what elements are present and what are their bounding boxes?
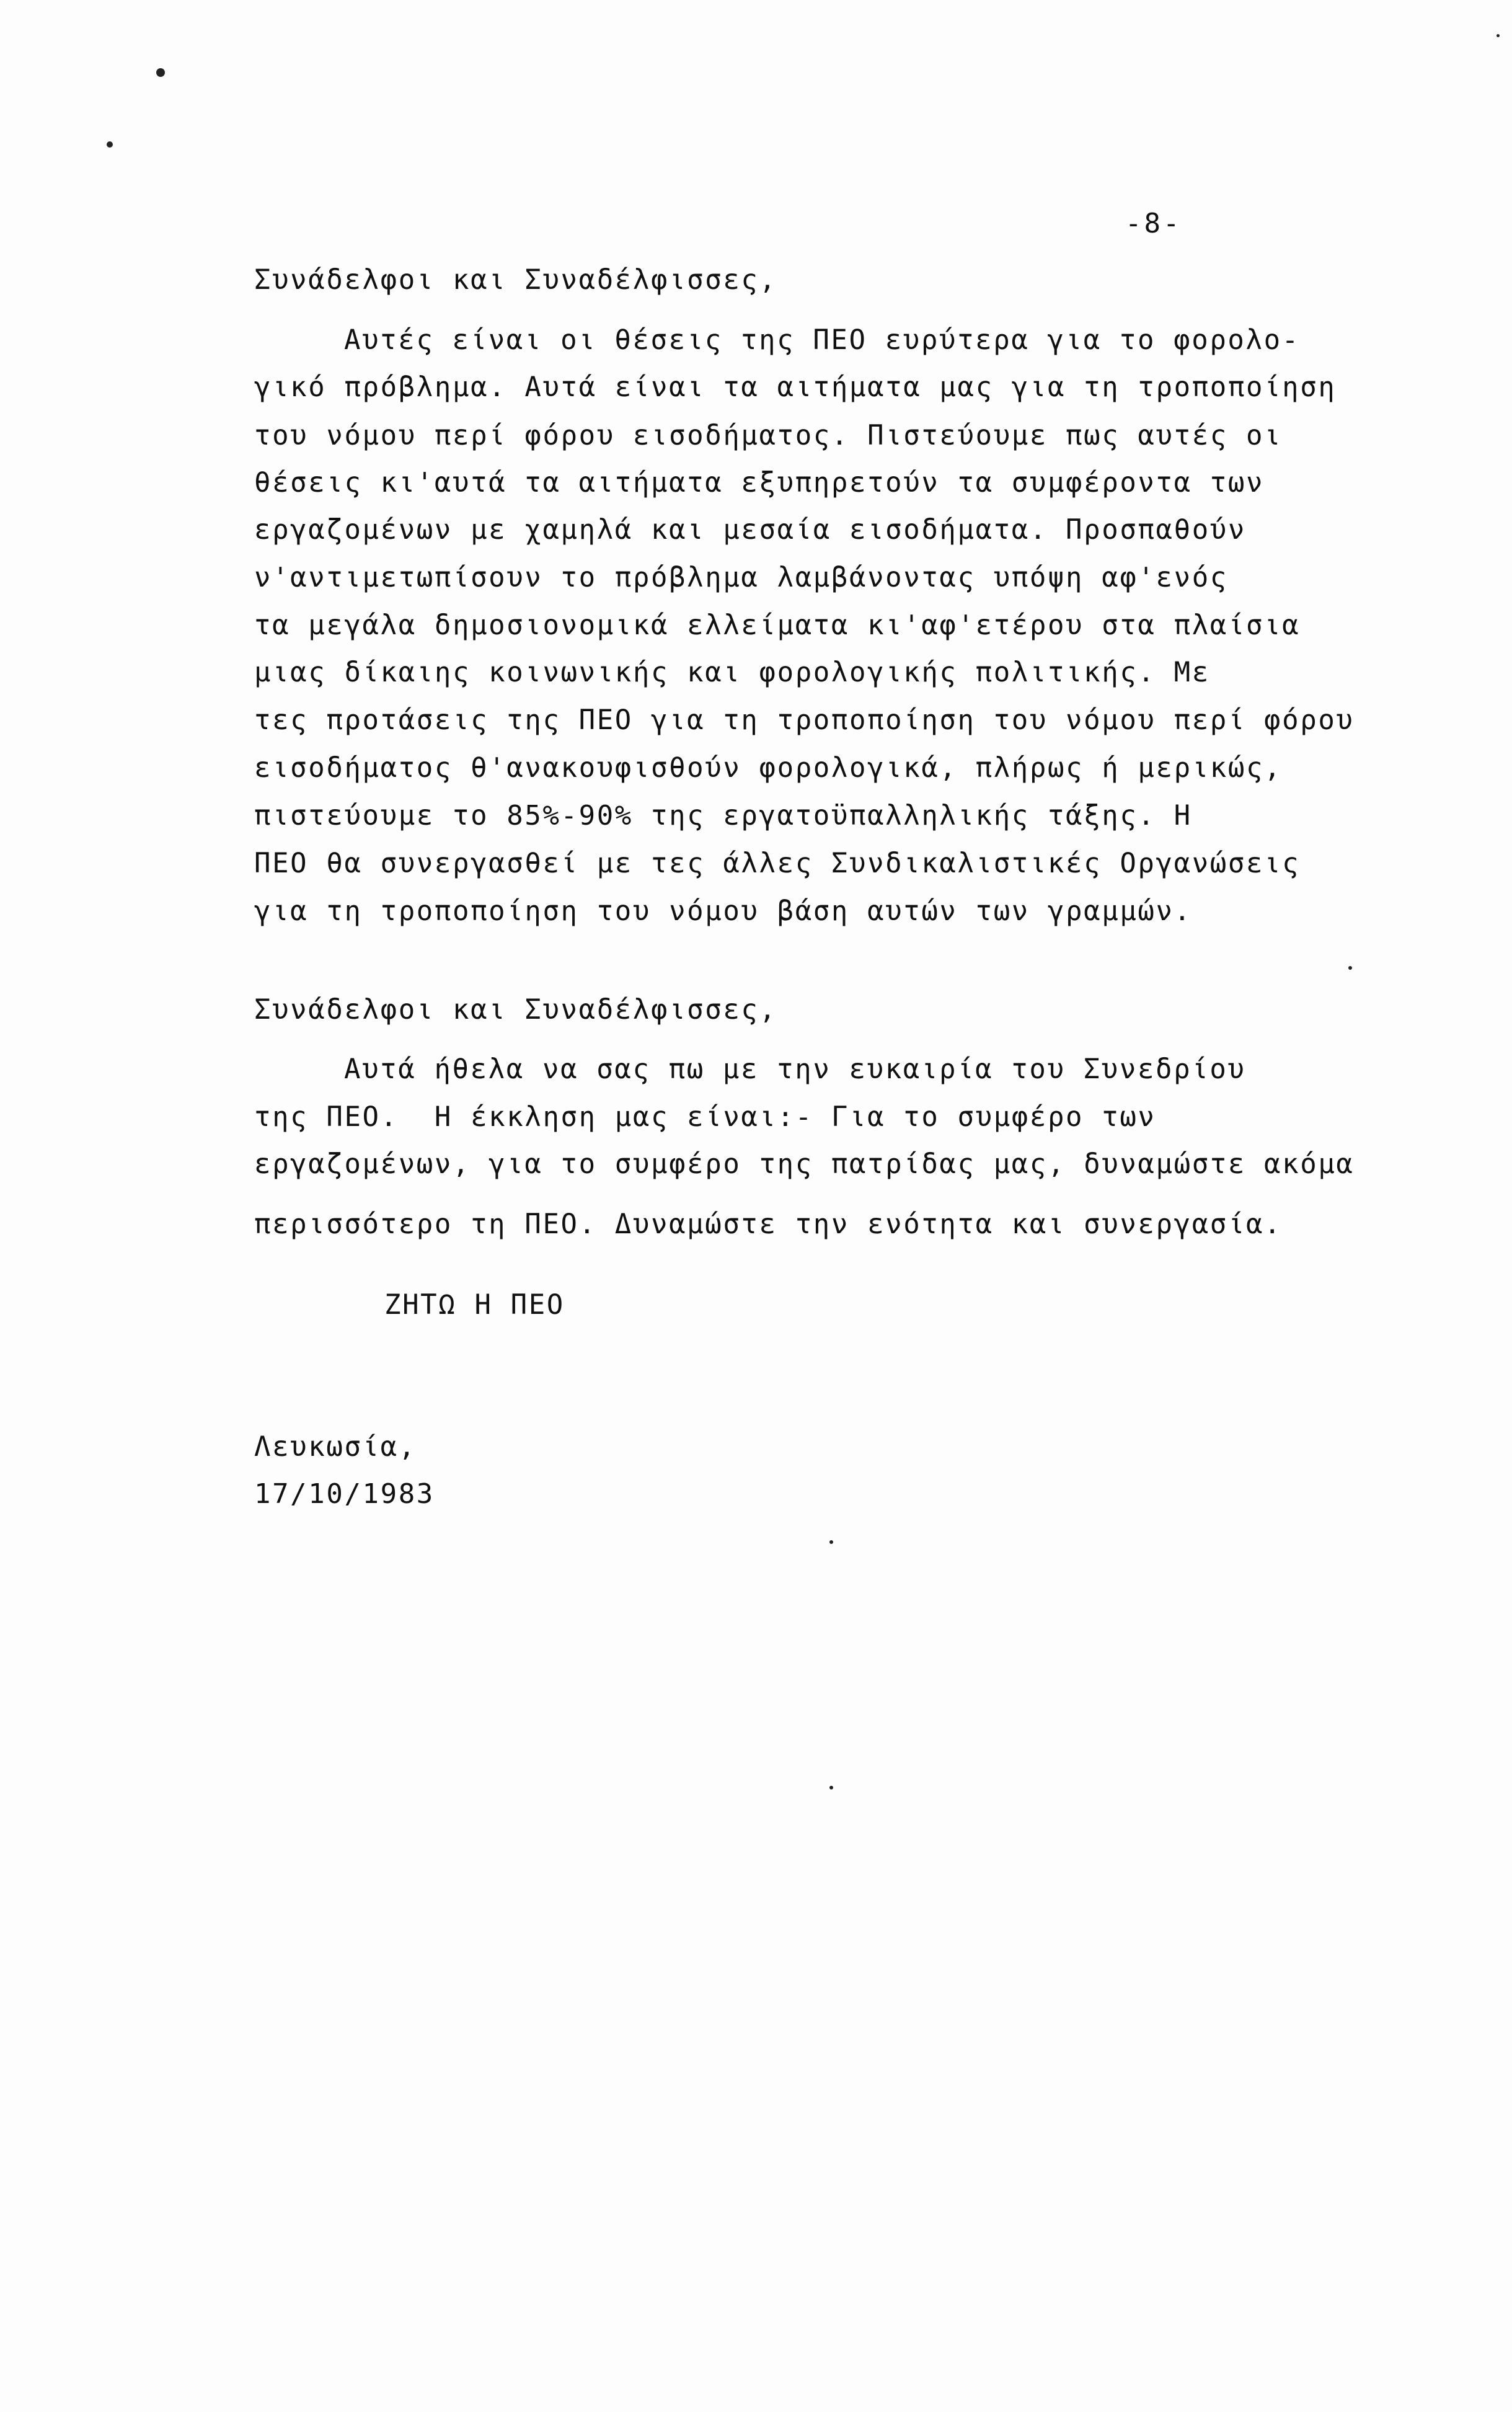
paragraph-line: τες προτάσεις της ΠΕΟ για τη τροποποίηση του νόμου περί φόρου — [254, 704, 1355, 736]
paragraph-line: θέσεις κι'αυτά τα αιτήματα εξυπηρετούν τα συμφέροντα των — [254, 467, 1265, 499]
page-number: -8- — [1125, 208, 1182, 239]
date: 17/10/1983 — [254, 1478, 435, 1510]
paragraph-line: περισσότερο τη ΠΕΟ. Δυναμώστε την ενότητα και συνεργασία. — [254, 1208, 1283, 1240]
paragraph-line: του νόμου περί φόρου εισοδήματος. Πιστεύουμε πως αυτές οι — [254, 420, 1283, 451]
paragraph-line: πιστεύουμε το 85%-90% της εργατοϋπαλληλικής τάξης. Η — [254, 800, 1192, 831]
paragraph-line: εργαζομένων με χαμηλά και μεσαία εισοδήματα. Προσπαθούν — [254, 514, 1246, 546]
paragraph-line: γικό πρόβλημα. Αυτά είναι τα αιτήματα μας για τη τροποποίηση — [254, 371, 1337, 403]
scan-speck — [829, 1786, 833, 1789]
scan-speck — [1348, 966, 1352, 970]
paragraph-line: Αυτές είναι οι θέσεις της ΠΕΟ ευρύτερα για το φορολο- — [344, 324, 1300, 356]
paragraph-line: τα μεγάλα δημοσιονομικά ελλείματα κι'αφ'ετέρου στα πλαίσια — [254, 610, 1301, 641]
scan-speck — [1497, 34, 1500, 37]
paragraph-line: Αυτά ήθελα να σας πω με την ευκαιρία του Συνεδρίου — [344, 1053, 1246, 1085]
paragraph-line: ν'αντιμετωπίσουν το πρόβλημα λαμβάνοντας υπόψη αφ'ενός — [254, 562, 1228, 593]
scan-speck — [829, 1540, 833, 1544]
slogan: ΖΗΤΩ Η ΠΕΟ — [384, 1289, 565, 1321]
paragraph-line: εισοδήματος θ'ανακουφισθούν φορολογικά, πλήρως ή μερικώς, — [254, 752, 1283, 784]
scan-speck — [156, 68, 165, 77]
paragraph-line: για τη τροποποίηση του νόμου βάση αυτών των γραμμών. — [254, 895, 1192, 927]
place: Λευκωσία, — [254, 1431, 417, 1463]
paragraph-line: μιας δίκαιης κοινωνικής και φορολογικής πολιτικής. Με — [254, 657, 1210, 688]
paragraph-line: εργαζομένων, για το συμφέρο της πατρίδας μας, δυναμώστε ακόμα — [254, 1148, 1355, 1180]
paragraph-line: της ΠΕΟ. Η έκκληση μας είναι:- Για το συμφέρο των — [254, 1101, 1156, 1133]
paragraph-line: ΠΕΟ θα συνεργασθεί με τες άλλες Συνδικαλιστικές Οργανώσεις — [254, 848, 1301, 879]
scan-speck — [107, 141, 113, 148]
salutation: Συνάδελφοι και Συναδέλφισσες, — [254, 994, 777, 1026]
salutation: Συνάδελφοι και Συναδέλφισσες, — [254, 264, 777, 296]
